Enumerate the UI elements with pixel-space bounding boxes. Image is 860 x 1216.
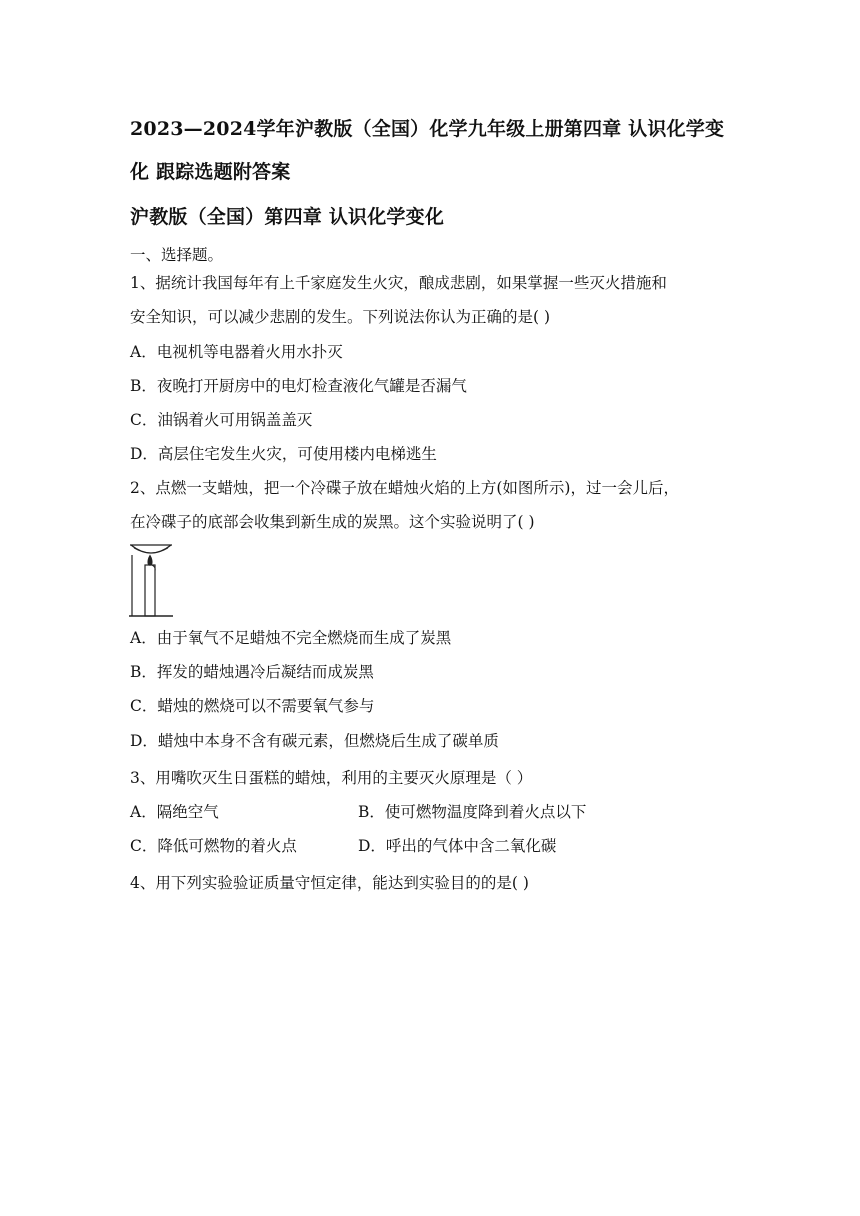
question-2-option-b: B．挥发的蜡烛遇冷后凝结而成炭黑 [130, 663, 374, 681]
question-1-option-a: A．电视机等电器着火用水扑灭 [130, 343, 343, 361]
question-3-option-b: B．使可燃物温度降到着火点以下 [358, 803, 587, 821]
question-1-text-line-1: 1、据统计我国每年有上千家庭发生火灾，酿成悲剧，如果掌握一些灭火措施和 [130, 274, 667, 292]
chapter-subtitle: 沪教版（全国）第四章 认识化学变化 [130, 206, 445, 228]
question-3-option-d: D．呼出的气体中含二氧化碳 [358, 837, 557, 855]
question-2-option-a: A．由于氧气不足蜡烛不完全燃烧而生成了炭黑 [130, 629, 452, 647]
question-1-option-d: D．高层住宅发生火灾，可使用楼内电梯逃生 [130, 445, 437, 463]
question-2-option-c: C．蜡烛的燃烧可以不需要氧气参与 [130, 697, 375, 715]
question-1-option-c: C．油锅着火可用锅盖盖灭 [130, 411, 313, 429]
question-1-text-line-2: 安全知识，可以减少悲剧的发生。下列说法你认为正确的是( ) [130, 308, 551, 326]
question-4-text: 4、用下列实验验证质量守恒定律，能达到实验目的的是( ) [130, 874, 529, 892]
question-1-option-b: B．夜晚打开厨房中的电灯检查液化气罐是否漏气 [130, 377, 467, 395]
section-heading: 一、选择题。 [130, 246, 224, 264]
question-3-option-c: C．降低可燃物的着火点 [130, 837, 297, 855]
dish-bowl [131, 545, 171, 553]
question-3-text: 3、用嘴吹灭生日蛋糕的蜡烛，利用的主要灭火原理是（ ） [130, 769, 533, 787]
candle-and-dish-figure [128, 541, 174, 619]
question-2-text-line-1: 2、点燃一支蜡烛，把一个冷碟子放在蜡烛火焰的上方(如图所示)，过一会儿后， [130, 479, 679, 497]
candle-body [145, 565, 155, 616]
question-2-text-line-2: 在冷碟子的底部会收集到新生成的炭黑。这个实验说明了( ) [130, 513, 535, 531]
document-title-line-2: 化 跟踪选题附答案 [130, 161, 291, 183]
flame-shape [148, 555, 153, 566]
document-title-line-1: 2023—2024学年沪教版（全国）化学九年级上册第四章 认识化学变 [130, 118, 725, 140]
question-3-option-a: A．隔绝空气 [130, 803, 219, 821]
question-2-option-d: D．蜡烛中本身不含有碳元素，但燃烧后生成了碳单质 [130, 732, 499, 750]
